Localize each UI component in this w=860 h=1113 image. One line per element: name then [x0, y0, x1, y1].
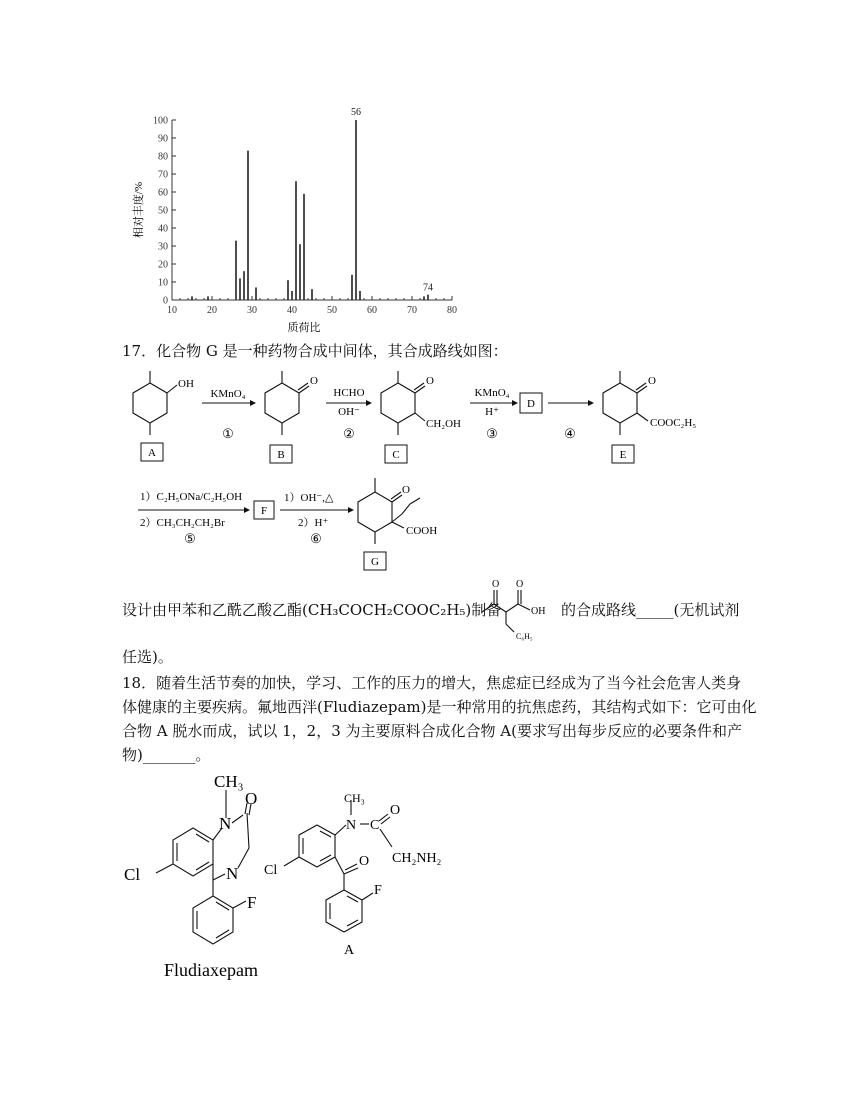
chart-axes — [172, 120, 452, 300]
y-tick-label: 90 — [158, 133, 168, 145]
peak-label-74: 74 — [423, 282, 433, 294]
q17-intro: 17．化合物 G 是一种药物合成中间体，其合成路线如图： — [122, 342, 508, 360]
y-tick-label: 100 — [153, 115, 168, 127]
x-tick-label: 30 — [247, 305, 257, 316]
arrow-step4 — [548, 400, 594, 441]
svg-text:O: O — [492, 579, 500, 590]
y-tick-label: 30 — [158, 241, 168, 253]
chart-y-axis-label: 相对丰度/% — [133, 181, 145, 239]
arrow-step3 — [470, 387, 518, 441]
q18-line2: 体健康的主要疾病。氟地西泮(Fludiazepam)是一种常用的抗焦虑药，其结构式如下：它可由化 — [122, 698, 757, 716]
y-tick-label: 40 — [158, 223, 168, 235]
label-a: A — [148, 447, 156, 459]
svg-text:N: N — [346, 818, 357, 833]
chart-ticks — [153, 116, 457, 317]
svg-text:COOH: COOH — [406, 525, 438, 537]
chart-bars — [192, 107, 433, 300]
label-d: D — [527, 398, 535, 410]
x-tick-label: 80 — [447, 305, 457, 316]
compound-c — [381, 371, 461, 463]
svg-text:F: F — [247, 893, 257, 912]
svg-text:④: ④ — [564, 426, 576, 441]
x-tick-label: 40 — [287, 305, 297, 316]
svg-text:H⁺: H⁺ — [485, 406, 499, 418]
svg-text:Cl: Cl — [124, 865, 141, 884]
x-tick-label: 60 — [367, 305, 377, 316]
svg-text:2）H⁺: 2）H⁺ — [298, 517, 329, 529]
svg-text:1）C₂H₅ONa/C₂H₅OH: 1）C₂H₅ONa/C₂H₅OH — [140, 491, 243, 503]
compound-a — [133, 371, 194, 461]
label-b: B — [277, 449, 285, 461]
compound-b — [265, 371, 318, 463]
svg-text:KMnO₄: KMnO₄ — [474, 387, 510, 399]
q17-scheme-row2 — [120, 470, 480, 576]
svg-text:O: O — [516, 579, 524, 590]
svg-text:CH₃: CH₃ — [344, 791, 365, 805]
q18-line1: 18．随着生活节奏的加快，学习、工作的压力的增大，焦虑症已经成为了当今社会危害人类身 — [122, 674, 742, 692]
svg-text:O: O — [310, 375, 318, 387]
x-tick-label: 70 — [407, 305, 417, 316]
y-tick-label: 20 — [158, 259, 168, 271]
svg-text:OH: OH — [531, 606, 546, 617]
compound-e — [603, 371, 696, 463]
fludiazepam-name: Fludiaxepam — [164, 960, 258, 980]
y-tick-label: 0 — [163, 295, 168, 307]
y-tick-label: 50 — [158, 205, 168, 217]
svg-text:N: N — [226, 864, 239, 883]
svg-text:N: N — [219, 814, 232, 833]
x-tick-label: 20 — [207, 305, 217, 316]
y-tick-label: 10 — [158, 277, 168, 289]
y-tick-label: 70 — [158, 169, 168, 181]
arrow-step1 — [202, 388, 256, 441]
q17-design-tail: 任选)。 — [122, 648, 173, 666]
svg-text:1）OH⁻,△: 1）OH⁻,△ — [284, 492, 334, 504]
compound-a-structure — [262, 790, 462, 960]
svg-text:③: ③ — [486, 426, 498, 441]
label-g: G — [371, 556, 379, 568]
mass-spectrum-chart — [120, 100, 480, 340]
svg-text:O: O — [390, 803, 401, 818]
q17-target-structure — [476, 576, 560, 642]
peak-label-56: 56 — [351, 107, 361, 118]
svg-text:F: F — [374, 883, 382, 898]
svg-text:O: O — [402, 484, 410, 496]
svg-text:2）CH₃CH₂CH₂Br: 2）CH₃CH₂CH₂Br — [140, 517, 225, 529]
label-e: E — [619, 449, 627, 461]
q17-scheme-row1 — [120, 366, 720, 466]
q18-line4: 物)_______。 — [122, 746, 211, 764]
label-c: C — [392, 449, 400, 461]
svg-text:O: O — [359, 854, 370, 869]
y-tick-label: 60 — [158, 187, 168, 199]
svg-text:COOC₂H₅: COOC₂H₅ — [650, 417, 697, 429]
arrow-step5 — [138, 490, 250, 546]
svg-text:Cl: Cl — [264, 863, 278, 878]
oh-label: OH — [178, 378, 194, 390]
svg-text:⑤: ⑤ — [184, 531, 196, 546]
label-f: F — [260, 505, 268, 517]
x-tick-label: 10 — [167, 305, 177, 316]
x-tick-label: 50 — [327, 305, 337, 316]
compound-g — [358, 478, 437, 570]
arrow-step2 — [326, 387, 372, 441]
svg-text:O: O — [245, 789, 258, 808]
chart-x-axis-label: 质荷比 — [287, 322, 321, 334]
compound-a-name: A — [344, 943, 355, 958]
svg-text:O: O — [648, 375, 656, 387]
svg-text:C: C — [370, 818, 380, 833]
svg-text:C₆H₅: C₆H₅ — [516, 632, 533, 641]
svg-text:KMnO₄: KMnO₄ — [210, 388, 246, 400]
svg-text:①: ① — [222, 426, 234, 441]
q18-line3: 合物 A 脱水而成，试以 1，2，3 为主要原料合成化合物 A(要求写出每步反应的必要条件和产 — [122, 722, 742, 740]
q17-design-suffix: 的合成路线_____(无机试剂 — [561, 601, 740, 619]
svg-text:O: O — [426, 375, 434, 387]
svg-text:⑥: ⑥ — [310, 531, 322, 546]
q17-design-prefix: 设计由甲苯和乙酰乙酸乙酯(CH₃COCH₂COOC₂H₅)制备 — [122, 601, 502, 619]
y-tick-label: 80 — [158, 151, 168, 163]
svg-text:HCHO: HCHO — [333, 387, 365, 399]
svg-text:CH₃: CH₃ — [214, 772, 244, 791]
svg-text:CH₂OH: CH₂OH — [426, 418, 462, 430]
svg-text:②: ② — [343, 426, 355, 441]
svg-text:CH₂NH₂: CH₂NH₂ — [392, 851, 442, 866]
arrow-step6 — [280, 491, 354, 546]
svg-text:OH⁻: OH⁻ — [338, 406, 360, 418]
